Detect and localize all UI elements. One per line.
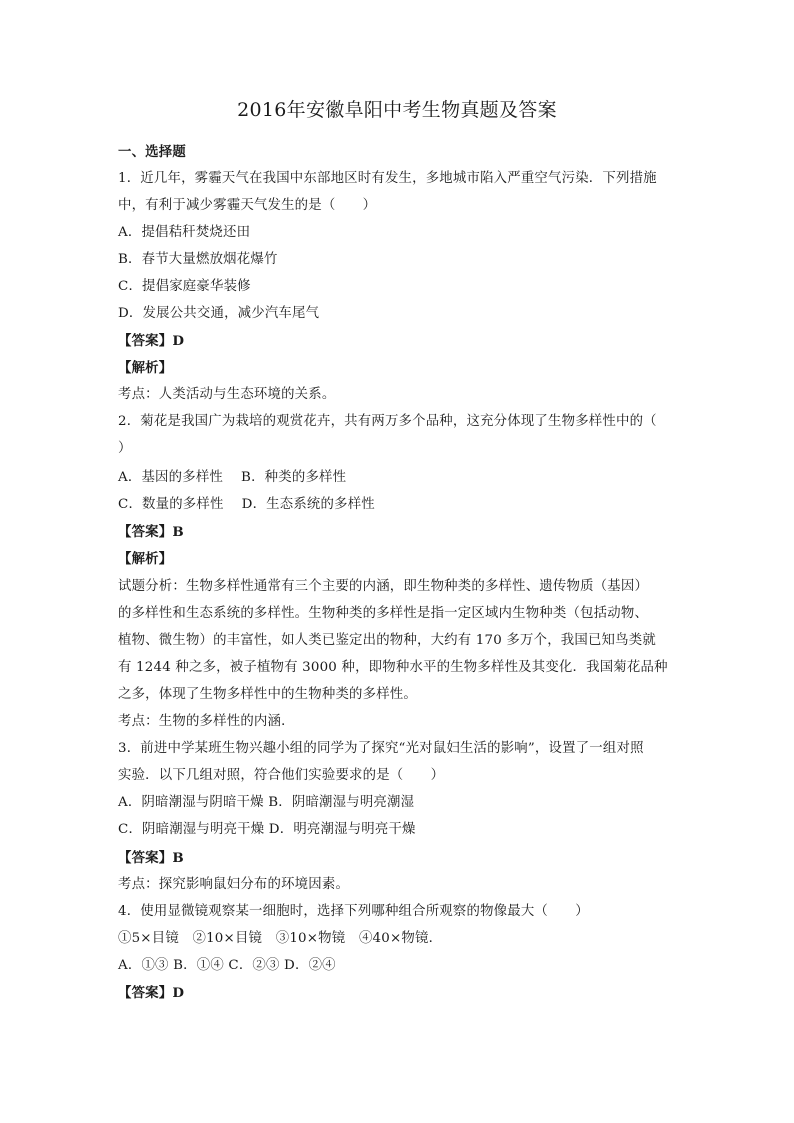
question-2-knowledge-point: 考点：生物的多样性的内涵．	[118, 714, 295, 729]
question-3-options: A．阴暗潮湿与阴暗干燥 B．阴暗潮湿与明亮潮湿	[118, 795, 415, 810]
question-1-knowledge-point: 考点：人类活动与生态环境的关系。	[118, 387, 336, 402]
question-3-stem: 实验．以下几组对照，符合他们实验要求的是（ ）	[118, 768, 445, 783]
question-4-options: A．①③ B．①④ C．②③ D．②④	[118, 958, 336, 973]
question-1-stem: 1．近几年，雾霾天气在我国中东部地区时有发生，多地城市陷入严重空气污染．下列措施	[118, 171, 657, 186]
question-4-items: ①5×目镜 ②10×目镜 ③10×物镜 ④40×物镜．	[118, 931, 443, 946]
question-4-stem: 4．使用显微镜观察某一细胞时，选择下列哪种组合所观察的物像最大（ ）	[118, 904, 589, 919]
question-2-analysis-heading: 【解析】	[118, 551, 173, 567]
section-heading: 一、选择题	[118, 144, 186, 160]
question-1-option-a: A．提倡秸秆焚烧还田	[118, 225, 251, 240]
question-1-answer: 【答案】D	[118, 333, 185, 349]
question-1-option-b: B．春节大量燃放烟花爆竹	[118, 252, 278, 267]
question-3-knowledge-point: 考点：探究影响鼠妇分布的环境因素。	[118, 877, 350, 892]
question-3-stem: 3．前进中学某班生物兴趣小组的同学为了探究“光对鼠妇生活的影响”，设置了一组对照	[118, 741, 644, 756]
question-1-option-c: C．提倡家庭豪华装修	[118, 279, 251, 294]
question-2-analysis: 植物、微生物）的丰富性，如人类已鉴定出的物种，大约有 170 多万个，我国已知鸟类就	[118, 633, 656, 648]
question-3-options: C．阴暗潮湿与明亮干燥 D．明亮潮湿与明亮干燥	[118, 822, 416, 837]
question-3-answer: 【答案】B	[118, 850, 184, 866]
question-1-stem: 中，有利于减少雾霾天气发生的是（ ）	[118, 198, 377, 213]
question-2-stem: 2．菊花是我国广为栽培的观赏花卉，共有两万多个品种，这充分体现了生物多样性中的（	[118, 414, 657, 429]
question-2-options: C．数量的多样性 D．生态系统的多样性	[118, 497, 375, 512]
question-2-options: A．基因的多样性 B．种类的多样性	[118, 470, 347, 485]
question-4-answer: 【答案】D	[118, 985, 185, 1001]
question-2-analysis: 的多样性和生态系统的多样性。生物种类的多样性是指一定区域内生物种类（包括动物、	[118, 606, 649, 621]
document-title: 2016年安徽阜阳中考生物真题及答案	[237, 99, 557, 121]
question-1-option-d: D．发展公共交通，减少汽车尾气	[118, 306, 320, 321]
question-1-analysis-heading: 【解析】	[118, 360, 173, 376]
question-2-analysis: 试题分析：生物多样性通常有三个主要的内涵，即生物种类的多样性、遗传物质（基因）	[118, 579, 649, 594]
question-2-analysis: 有 1244 种之多，被子植物有 3000 种，即物种水平的生物多样性及其变化．我国菊花品种	[118, 660, 668, 675]
question-2-answer: 【答案】B	[118, 524, 184, 540]
question-2-stem: ）	[118, 441, 132, 456]
question-2-analysis: 之多，体现了生物多样性中的生物种类的多样性。	[118, 687, 417, 702]
